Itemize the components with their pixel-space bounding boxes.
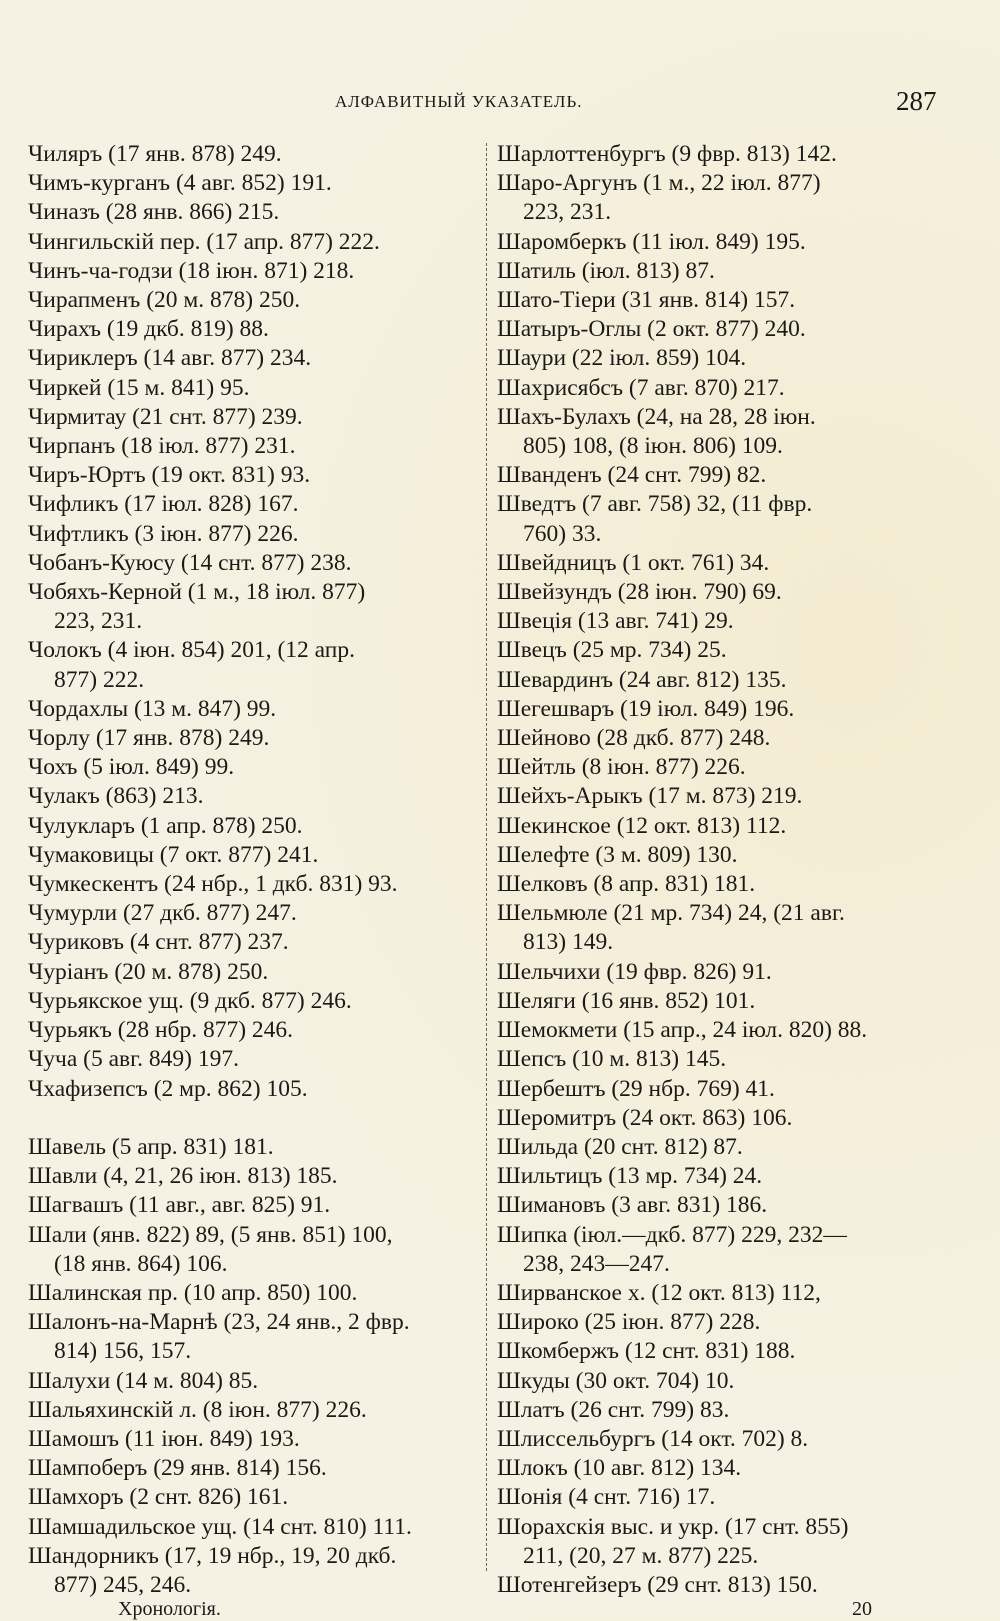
entry-text: Шильтицъ (13 мр. 734) 24. (497, 1163, 763, 1190)
entry-text: Шамхоръ (2 снт. 826) 161. (28, 1484, 289, 1511)
index-entry (28, 1045, 478, 1074)
index-entry (28, 432, 478, 461)
entry-continuation: 877) 222. (54, 666, 145, 693)
index-entry (28, 140, 478, 169)
entry-text: Чимъ-курганъ (4 авг. 852) 191. (28, 170, 332, 197)
index-entry (497, 753, 957, 782)
index-entry (28, 987, 478, 1016)
index-entry (28, 928, 478, 957)
sheet-number: 20 (852, 1598, 872, 1620)
entry-text: Чирапменъ (20 м. 878) 250. (28, 287, 301, 314)
entry-text: Чириклеръ (14 авг. 877) 234. (28, 345, 312, 372)
index-entry (497, 636, 957, 665)
column-divider (486, 143, 487, 1571)
entry-text: Шамошъ (11 іюн. 849) 193. (28, 1425, 300, 1452)
entry-text: Шандорникъ (17, 19 нбр., 19, 20 дкб. (28, 1542, 397, 1569)
entry-continuation: 223, 231. (54, 608, 143, 635)
entry-text: Чиркей (15 м. 841) 95. (28, 374, 250, 401)
index-entry (497, 1483, 957, 1512)
entry-text: Шведтъ (7 авг. 758) 32, (11 фвр. (497, 491, 813, 518)
index-entry (28, 490, 478, 519)
entry-text: Чуча (5 авг. 849) 197. (28, 1046, 239, 1073)
entry-text: Швецъ (25 мр. 734) 25. (497, 637, 727, 664)
index-entry (497, 724, 957, 753)
entry-text: Чумаковицы (7 окт. 877) 241. (28, 841, 319, 868)
index-entry (497, 140, 957, 169)
index-entry (497, 607, 957, 636)
entry-continuation: 760) 33. (523, 520, 602, 547)
index-entry (28, 1133, 478, 1162)
index-entry (28, 1425, 478, 1454)
index-entry (28, 958, 478, 987)
entry-text: Чобанъ-Куюсу (14 снт. 877) 238. (28, 549, 352, 576)
entry-text: Чиназъ (28 янв. 866) 215. (28, 199, 280, 226)
entry-text: Чорлу (17 янв. 878) 249. (28, 725, 270, 752)
index-entry (28, 374, 478, 403)
entry-text: Чулукларъ (1 апр. 878) 250. (28, 812, 303, 839)
index-entry (28, 782, 478, 811)
entry-text: Шатыръ-Оглы (2 окт. 877) 240. (497, 316, 806, 343)
signature-mark: Хронологія. (118, 1598, 221, 1620)
entry-text: Шаури (22 іюл. 859) 104. (497, 345, 747, 372)
index-entry (28, 520, 478, 549)
index-entry (497, 1162, 957, 1191)
entry-text: Шимановъ (3 авг. 831) 186. (497, 1192, 768, 1219)
index-entry (28, 753, 478, 782)
index-entry (497, 1279, 957, 1308)
entry-text: Шейхъ-Арыкъ (17 м. 873) 219. (497, 783, 803, 810)
index-entry (497, 1221, 957, 1279)
entry-text: Шейново (28 дкб. 877) 248. (497, 725, 771, 752)
entry-text: Чулакъ (863) 213. (28, 783, 204, 810)
index-column-right (497, 140, 957, 1600)
index-entry (28, 1016, 478, 1045)
index-entry (497, 315, 957, 344)
index-entry (28, 724, 478, 753)
index-entry (497, 1308, 957, 1337)
section-gap (28, 1104, 478, 1133)
index-entry (28, 636, 478, 694)
entry-text: Чинъ-ча-годзи (18 іюн. 871) 218. (28, 257, 355, 284)
index-entry (28, 695, 478, 724)
entry-text: Шамшадильское ущ. (14 снт. 810) 111. (28, 1513, 412, 1540)
index-entry (28, 870, 478, 899)
entry-text: Шалухи (14 м. 804) 85. (28, 1367, 259, 1394)
index-entry (28, 1396, 478, 1425)
entry-text: Чолокъ (4 іюн. 854) 201, (12 апр. (28, 637, 355, 664)
entry-text: Шалонъ-на-Марнѣ (23, 24 янв., 2 фвр. (28, 1309, 410, 1336)
index-entry (28, 403, 478, 432)
entry-text: Шатиль (іюл. 813) 87. (497, 257, 715, 284)
entry-text: Швейзундъ (28 іюн. 790) 69. (497, 579, 782, 606)
index-entry (497, 987, 957, 1016)
index-entry (497, 870, 957, 899)
index-entry (497, 958, 957, 987)
entry-text: Шипка (іюл.—дкб. 877) 229, 232— (497, 1221, 847, 1248)
index-entry (28, 315, 478, 344)
entry-text: Шекинское (12 окт. 813) 112. (497, 812, 787, 839)
index-entry (28, 841, 478, 870)
index-entry (497, 257, 957, 286)
entry-text: Чордахлы (13 м. 847) 99. (28, 695, 277, 722)
index-entry (497, 1045, 957, 1074)
index-entry (497, 899, 957, 957)
index-entry (28, 1308, 478, 1366)
entry-text: Чохъ (5 іюл. 849) 99. (28, 754, 235, 781)
index-entry (28, 461, 478, 490)
index-entry (497, 666, 957, 695)
index-entry (28, 1279, 478, 1308)
entry-text: Шкуды (30 окт. 704) 10. (497, 1367, 735, 1394)
index-entry (497, 228, 957, 257)
entry-text: Шали (янв. 822) 89, (5 янв. 851) 100, (28, 1221, 393, 1248)
entry-continuation: 223, 231. (523, 199, 612, 226)
index-entry (28, 1454, 478, 1483)
entry-text: Чобяхъ-Керной (1 м., 18 іюл. 877) (28, 579, 366, 606)
entry-text: Чиръ-Юртъ (19 окт. 831) 93. (28, 462, 311, 489)
entry-text: Чуриковъ (4 снт. 877) 237. (28, 929, 289, 956)
entry-text: Шеляги (16 янв. 852) 101. (497, 987, 756, 1014)
index-entry (497, 1075, 957, 1104)
index-entry (497, 461, 957, 490)
index-entry (28, 578, 478, 636)
entry-text: Шегешваръ (19 іюл. 849) 196. (497, 695, 795, 722)
index-entry (28, 1221, 478, 1279)
entry-text: Шельчихи (19 фвр. 826) 91. (497, 958, 772, 985)
entry-text: Чифликъ (17 іюл. 828) 167. (28, 491, 299, 518)
entry-text: Шевардинъ (24 авг. 812) 135. (497, 666, 787, 693)
entry-text: Шеромитръ (24 окт. 863) 106. (497, 1104, 793, 1131)
index-entry (497, 812, 957, 841)
entry-text: Шотенгейзеръ (29 снт. 813) 150. (497, 1571, 818, 1598)
entry-text: Шлатъ (26 снт. 799) 83. (497, 1396, 730, 1423)
index-entry (28, 198, 478, 227)
entry-text: Шемокмети (15 апр., 24 іюл. 820) 88. (497, 1017, 868, 1044)
index-entry (28, 228, 478, 257)
index-entry (497, 782, 957, 811)
index-entry (497, 1571, 957, 1600)
entry-text: Чумкескентъ (24 нбр., 1 дкб. 831) 93. (28, 871, 398, 898)
entry-text: Чуріанъ (20 м. 878) 250. (28, 958, 269, 985)
index-entry (497, 1337, 957, 1366)
entry-continuation: 813) 149. (523, 929, 614, 956)
entry-text: Шлиссельбургъ (14 окт. 702) 8. (497, 1425, 809, 1452)
index-entry (28, 1513, 478, 1542)
index-entry (28, 286, 478, 315)
entry-continuation: 805) 108, (8 іюн. 806) 109. (523, 433, 783, 460)
entry-text: Шорахскія выс. и укр. (17 снт. 855) (497, 1513, 849, 1540)
entry-text: Швейдницъ (1 окт. 761) 34. (497, 549, 770, 576)
entry-continuation: 238, 243—247. (523, 1250, 670, 1277)
entry-text: Шлокъ (10 авг. 812) 134. (497, 1455, 742, 1482)
index-entry (497, 1454, 957, 1483)
entry-continuation: 814) 156, 157. (54, 1338, 192, 1365)
entry-text: Шелефте (3 м. 809) 130. (497, 841, 738, 868)
index-entry (497, 344, 957, 373)
index-entry (28, 344, 478, 373)
entry-text: Шаромберкъ (11 іюл. 849) 195. (497, 228, 806, 255)
index-entry (28, 549, 478, 578)
entry-text: Шальяхинскій л. (8 іюн. 877) 226. (28, 1396, 367, 1423)
entry-text: Шелковъ (8 апр. 831) 181. (497, 871, 756, 898)
entry-text: Шильда (20 снт. 812) 87. (497, 1133, 743, 1160)
entry-text: Шато-Тіери (31 янв. 814) 157. (497, 287, 796, 314)
index-entry (28, 257, 478, 286)
entry-text: Ширванское х. (12 окт. 813) 112, (497, 1279, 821, 1306)
entry-text: Шейтль (8 іюн. 877) 226. (497, 754, 746, 781)
index-entry (497, 695, 957, 724)
index-entry (497, 1513, 957, 1571)
entry-text: Шербештъ (29 нбр. 769) 41. (497, 1075, 775, 1102)
entry-text: Шахрисябсъ (7 авг. 870) 217. (497, 374, 785, 401)
entry-text: Шаро-Аргунъ (1 м., 22 іюл. 877) (497, 170, 821, 197)
entry-text: Шарлоттенбургъ (9 фвр. 813) 142. (497, 141, 837, 167)
entry-text: Шкомбержъ (12 снт. 831) 188. (497, 1338, 796, 1365)
entry-text: Чурьякское ущ. (9 дкб. 877) 246. (28, 987, 352, 1014)
running-title: АЛФАВИТНЫЙ УКАЗАТЕЛЬ. (335, 92, 583, 111)
entry-text: Чирпанъ (18 іюл. 877) 231. (28, 433, 296, 460)
entry-text: Чирмитау (21 снт. 877) 239. (28, 403, 303, 430)
entry-text: Шельмюле (21 мр. 734) 24, (21 авг. (497, 900, 845, 927)
entry-text: Чирахъ (19 дкб. 819) 88. (28, 316, 269, 343)
index-entry (28, 1191, 478, 1220)
index-entry (497, 549, 957, 578)
index-entry (28, 1483, 478, 1512)
index-entry (497, 1104, 957, 1133)
index-entry (497, 841, 957, 870)
entry-text: Шалинская пр. (10 апр. 850) 100. (28, 1279, 358, 1306)
entry-text: Шахъ-Булахъ (24, на 28, 28 іюн. (497, 403, 816, 430)
index-entry (28, 1162, 478, 1191)
index-entry (497, 1396, 957, 1425)
index-entry (497, 286, 957, 315)
entry-text: Швеція (13 авг. 741) 29. (497, 608, 734, 635)
entry-continuation: (18 янв. 864) 106. (54, 1250, 228, 1277)
index-entry (28, 1075, 478, 1104)
entry-text: Шванденъ (24 снт. 799) 82. (497, 462, 767, 489)
index-entry (497, 1191, 957, 1220)
entry-continuation: 877) 245, 246. (54, 1571, 192, 1598)
entry-text: Чхафизепсъ (2 мр. 862) 105. (28, 1075, 308, 1102)
entry-text: Шампоберъ (29 янв. 814) 156. (28, 1455, 327, 1482)
page-header (0, 86, 1000, 120)
entry-text: Шагвашъ (11 авг., авг. 825) 91. (28, 1192, 331, 1219)
entry-text: Чифтликъ (3 іюн. 877) 226. (28, 520, 299, 547)
entry-text: Чингильскій пер. (17 апр. 877) 222. (28, 228, 380, 255)
entry-text: Шавли (4, 21, 26 іюн. 813) 185. (28, 1163, 338, 1190)
index-entry (497, 1425, 957, 1454)
entry-text: Чурьякъ (28 нбр. 877) 246. (28, 1017, 294, 1044)
entry-continuation: 211, (20, 27 м. 877) 225. (523, 1542, 759, 1569)
index-entry (497, 374, 957, 403)
page-number: 287 (896, 86, 937, 116)
entry-text: Шонія (4 снт. 716) 17. (497, 1484, 716, 1511)
index-entry (497, 578, 957, 607)
index-entry (497, 490, 957, 548)
index-entry (28, 899, 478, 928)
index-entry (28, 169, 478, 198)
entry-text: Шавель (5 апр. 831) 181. (28, 1133, 274, 1160)
index-entry (497, 1367, 957, 1396)
index-entry (28, 1367, 478, 1396)
entry-text: Чиляръ (17 янв. 878) 249. (28, 141, 282, 167)
index-entry (497, 169, 957, 227)
entry-text: Шепсъ (10 м. 813) 145. (497, 1046, 727, 1073)
index-entry (497, 1016, 957, 1045)
index-entry (28, 812, 478, 841)
entry-text: Чумурли (27 дкб. 877) 247. (28, 900, 297, 927)
index-entry (28, 1542, 478, 1600)
index-entry (497, 1133, 957, 1162)
index-entry (497, 403, 957, 461)
entry-text: Широко (25 іюн. 877) 228. (497, 1309, 761, 1336)
index-column-left (28, 140, 478, 1600)
